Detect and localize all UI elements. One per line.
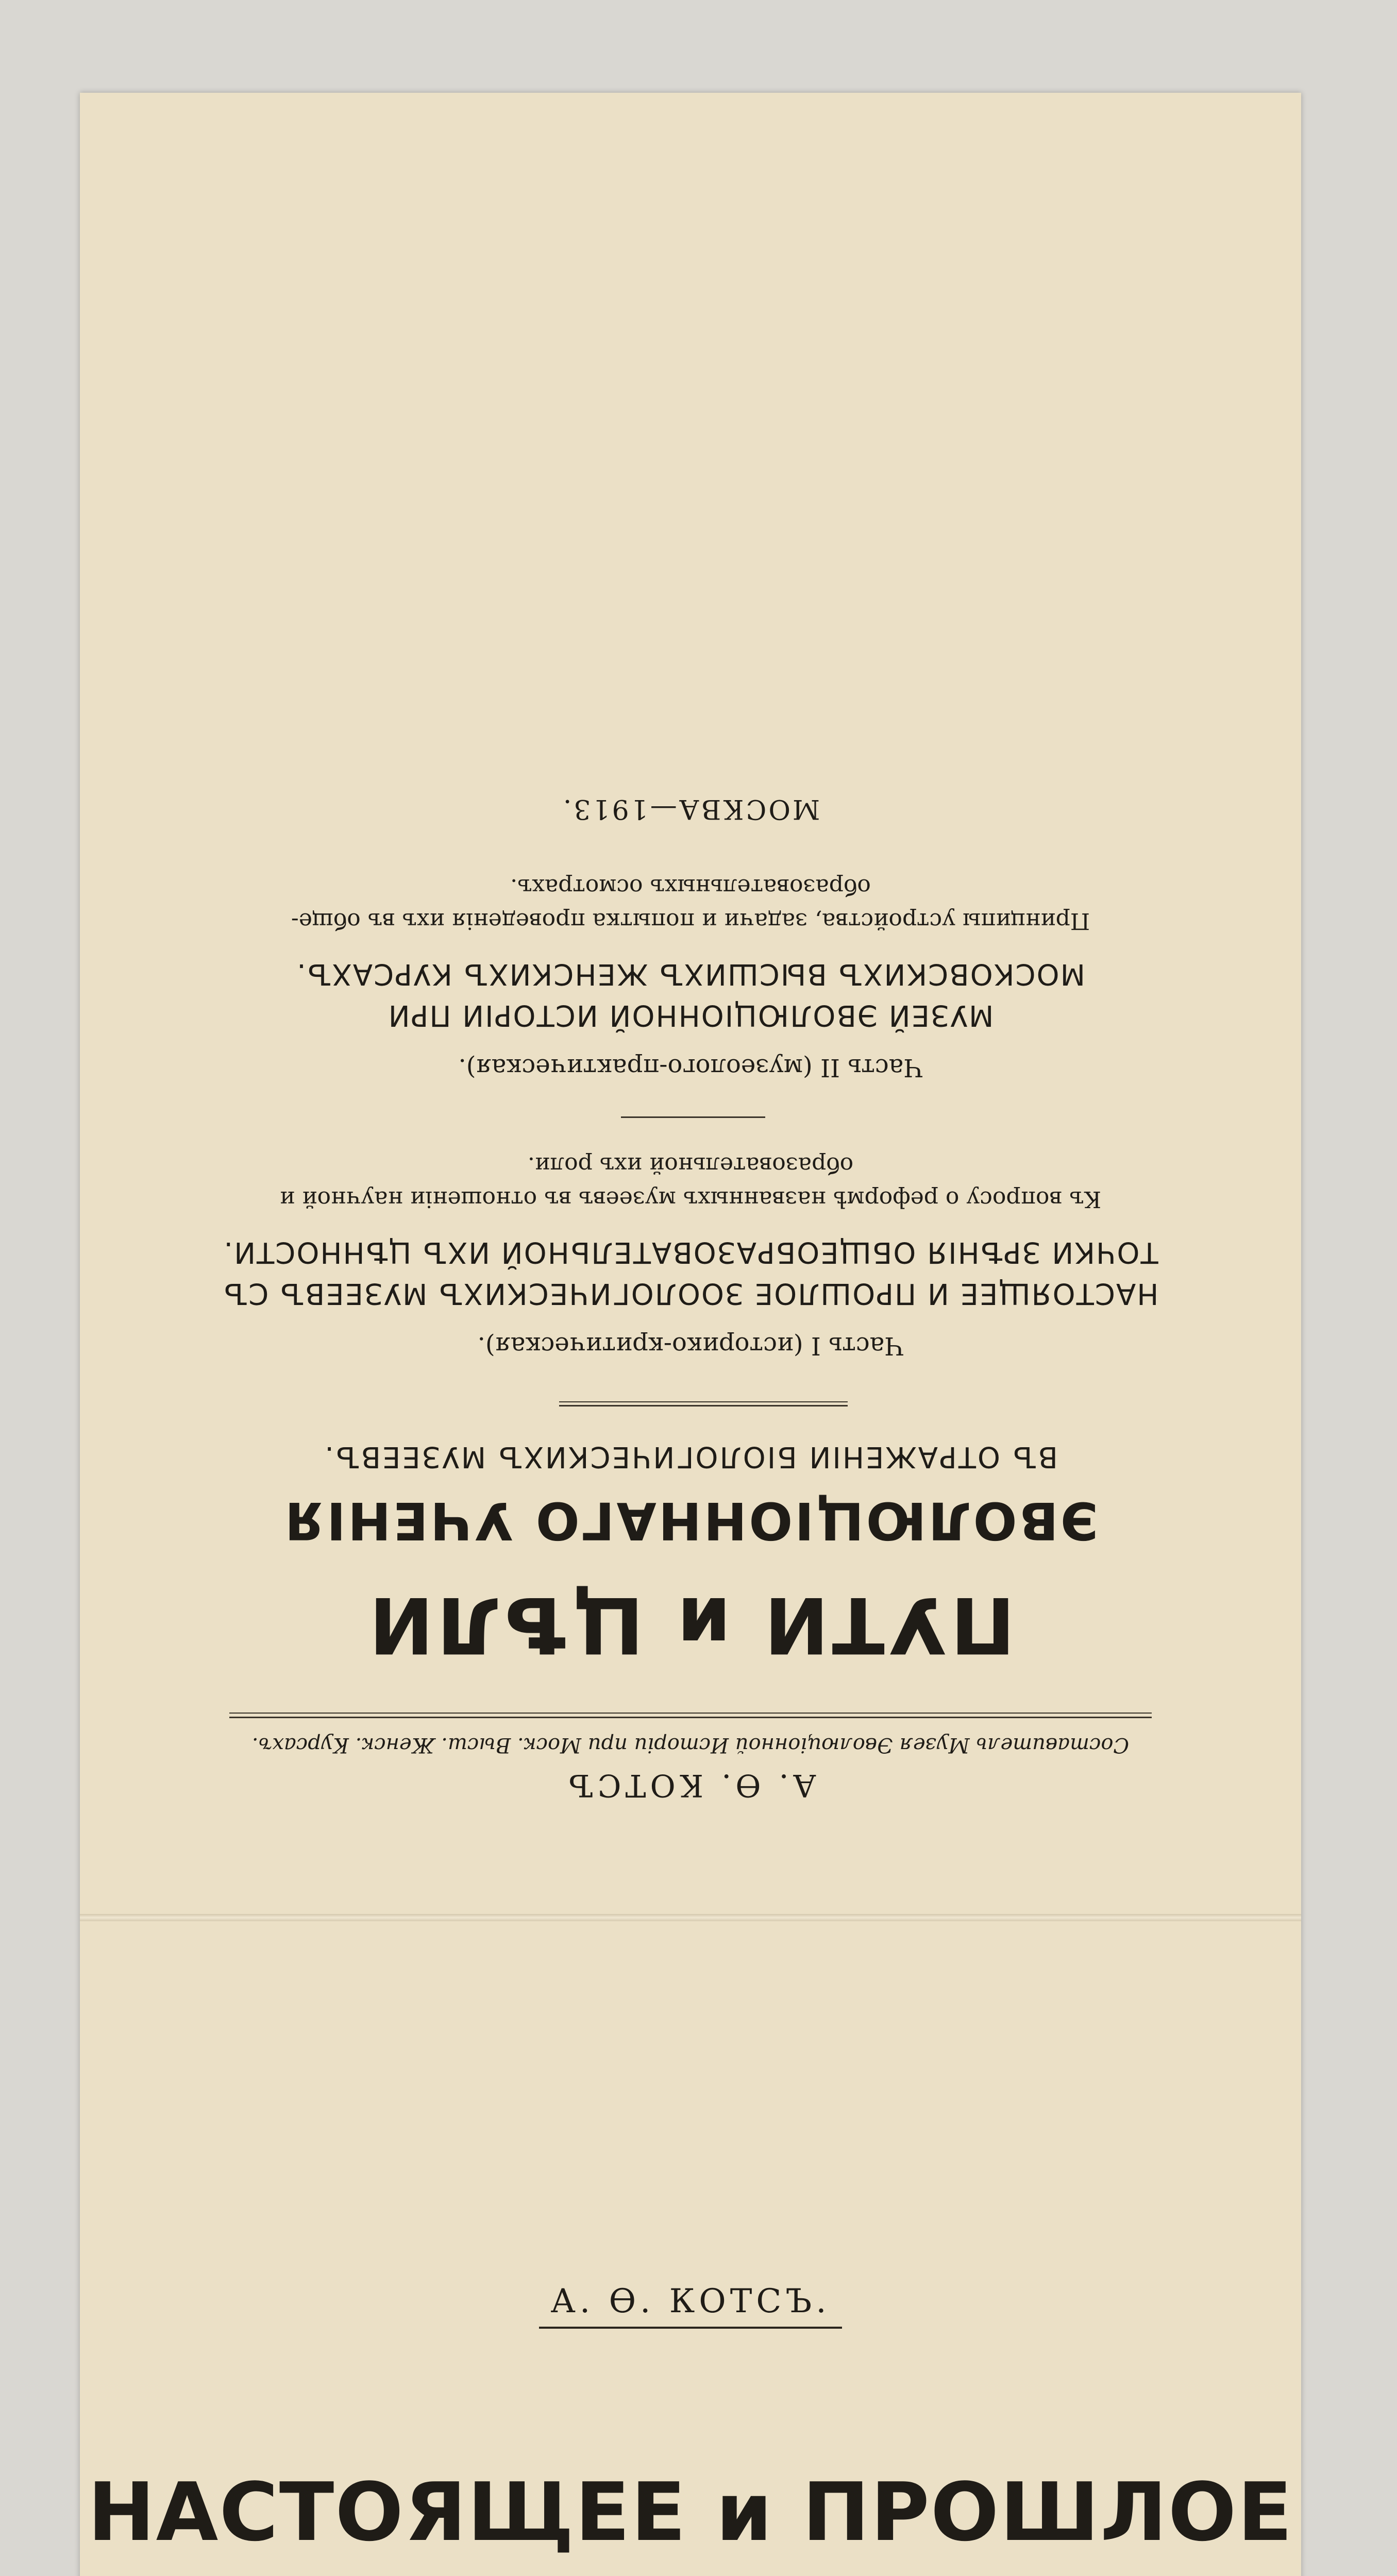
upper-short-rule [559, 1401, 848, 1406]
upper-author: А. Ѳ. КОТСЪ [564, 1767, 817, 1803]
upper-part-2-question: Принципы устройства, задачи и попытка проведенія ихъ въ обще-образовательныхъ осмотрахъ. [291, 874, 1090, 934]
lower-title: НАСТОЯЩЕЕ и ПРОШЛОЕ [88, 2465, 1293, 2559]
upper-city-year: МОСКВА—1913. [561, 793, 820, 824]
upper-title: ПУТИ и ЦѢЛИ [366, 1580, 1015, 1669]
upper-affiliation: Составитель Музея Эволюціонной Исторіи при Моск. Высш. Женск. Курсахъ. [251, 1733, 1130, 1757]
upper-divider [621, 1116, 765, 1118]
fold-crease [80, 1914, 1301, 1921]
upper-subtitle-2: ВЪ ОТРАЖЕНІИ БІОЛОГИЧЕСКИХЪ МУЗЕЕВЪ. [323, 1440, 1058, 1473]
upper-part-1-question: Къ вопросу о реформѣ названныхъ музеевъ въ отношеніи научной и образовательной ихъ роли. [279, 1152, 1102, 1212]
upper-part-1-title: НАСТОЯЩЕЕ И ПРОШЛОЕ ЗООЛОГИЧЕСКИХЪ МУЗЕЕВЪ СЪ ТОЧКИ ЗРѢНІЯ ОБЩЕОБРАЗОВАТЕЛЬНОЙ ИХЪ ЦѢННОСТИ. [222, 1235, 1159, 1310]
upper-part-1-heading: Часть I (историко-критическая). [477, 1331, 904, 1360]
upper-double-rule [229, 1713, 1152, 1718]
upper-cover-inverted [80, 93, 1301, 1906]
upper-subtitle-1: ЭВОЛЮЦІОННАГО УЧЕНІЯ [282, 1490, 1099, 1551]
document-sheet [80, 93, 1301, 2576]
upper-part-2-title: МУЗЕЙ ЭВОЛЮЦІОННОЙ ИСТОРІИ ПРИ МОСКОВСКИХЪ ВЫСШИХЪ ЖЕНСКИХЪ КУРСАХЪ. [296, 957, 1085, 1032]
lower-cover [80, 1922, 1301, 2576]
upper-part-2-heading: Часть II (музеолого-практическая). [458, 1053, 923, 1082]
lower-author: А. Ѳ. КОТСЪ. [539, 2282, 841, 2329]
